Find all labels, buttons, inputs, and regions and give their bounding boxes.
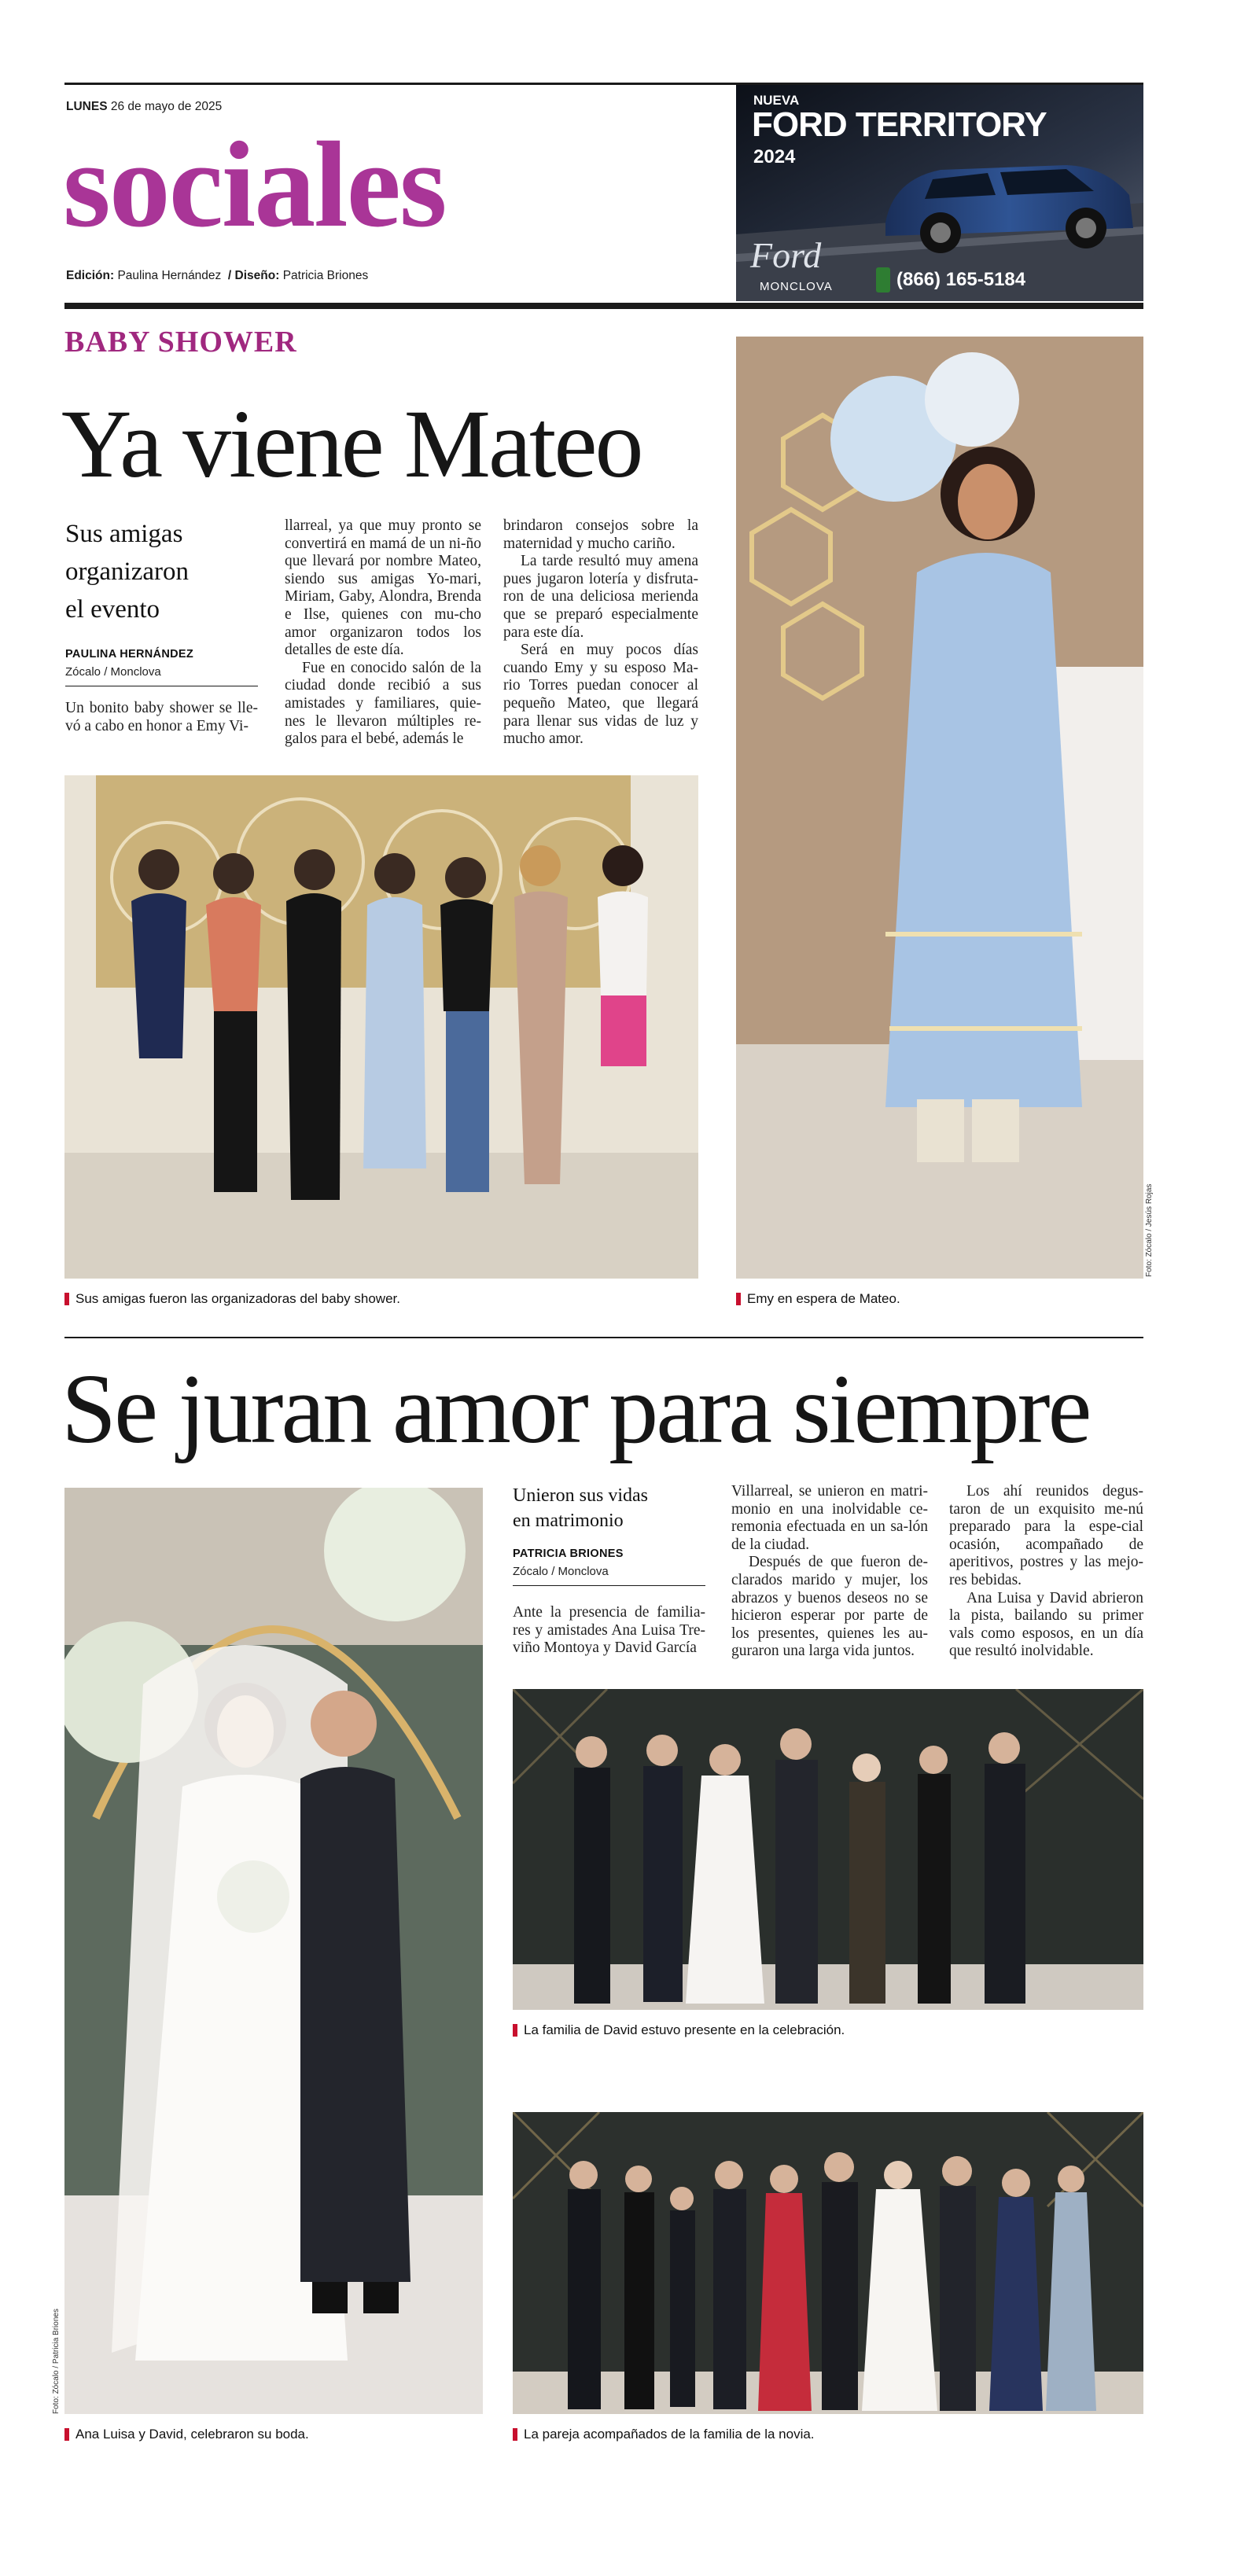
deck-line: Sus amigas: [65, 520, 183, 548]
story2-author-place: Zócalo / Monclova: [513, 1565, 609, 1578]
story1-headline: Ya viene Mateo: [61, 390, 642, 498]
photo-friends-group: [64, 775, 698, 1279]
caption-family-david: [513, 2022, 845, 2038]
caption-family-bride: [513, 2427, 815, 2442]
photo-credit-1: Foto: Zócalo / Jesús Rojas: [1145, 1183, 1154, 1277]
edicion-name: Paulina Hernández: [117, 269, 222, 282]
caption-group: [64, 1291, 400, 1307]
story2-headline: Se juran amor para siempre: [61, 1355, 1090, 1464]
photo-credit-2: Foto: Zócalo / Patricia Briones: [52, 2309, 61, 2414]
deck-line: organizaron: [65, 558, 189, 586]
photo-couple: [64, 1488, 483, 2414]
paragraph: Fue en conocido salón de la ciudad donde recibió a sus amistades y familiares, quie-nes le llevaron múltiples re-galos para el bebé, además le: [285, 659, 481, 748]
caption-marker: [64, 1293, 69, 1305]
deck-line: el evento: [65, 595, 160, 624]
diseno-label: / Diseño:: [227, 269, 280, 282]
story1-author-place: Zócalo / Monclova: [65, 665, 161, 679]
dateline-day: LUNES: [66, 100, 108, 113]
story1-author: PAULINA HERNÁNDEZ: [65, 648, 193, 661]
paragraph: Después de que fueron de-clarados marido y mujer, los abrazos y buenos deseos no se hicieron esperar por parte de los presentes, quienes les au-guraron una larga vida juntos.: [731, 1554, 928, 1660]
paragraph: Un bonito baby shower se lle-vó a cabo en honor a Emy Vi-: [65, 700, 258, 734]
story1-kicker: BABY SHOWER: [64, 326, 297, 359]
paragraph: brindaron consejos sobre la maternidad y mucho cariño.: [503, 517, 698, 552]
story2-column-3: [949, 1483, 1143, 1661]
story1-column-2: [285, 517, 481, 749]
ad-year: 2024: [753, 146, 796, 167]
caption-text: Ana Luisa y David, celebraron su boda.: [75, 2427, 309, 2442]
caption-couple: [64, 2427, 309, 2442]
diseno-name: Patricia Briones: [282, 269, 369, 282]
dateline-date: 26 de mayo de 2025: [110, 100, 223, 113]
byline-rule: [513, 1585, 705, 1586]
header-bottom-rule: [64, 303, 1143, 309]
paragraph: Ante la presencia de familia-res y amistades Ana Luisa Tre-viño Montoya y David García: [513, 1604, 705, 1657]
paragraph: llarreal, ya que muy pronto se convertirá en mamá de un ni-ño que llevará por nombre Mateo, siendo sus amigas Yo-mari, Miriam, Gaby, Alondra, Brenda e Ilse, quienes con mu-cho amor organizaron todos los detalles de este día.: [285, 517, 481, 659]
story2-deck: [513, 1483, 648, 1533]
ford-logo: Ford: [750, 235, 822, 275]
whatsapp-icon: [876, 267, 890, 293]
caption-text: La familia de David estuvo presente en la celebración.: [524, 2022, 845, 2037]
paragraph: La tarde resultó muy amena pues jugaron lotería y disfruta-ron de una deliciosa merienda que se preparó especialmente para este día.: [503, 553, 698, 641]
caption-emy: [736, 1291, 900, 1307]
story2-column-2: [731, 1483, 928, 1661]
paragraph: Ana Luisa y David abrieron la pista, bailando su primer vals como esposos, en un día que resultó inolvidable.: [949, 1589, 1143, 1660]
caption-marker: [736, 1293, 741, 1305]
ad-nueva: NUEVA: [753, 93, 800, 108]
paragraph: Villarreal, se unieron en matri-monio en una inolvidable ce-remonia efectuada en un sa-lón de la ciudad.: [731, 1483, 928, 1553]
deck-line: en matrimonio: [513, 1511, 624, 1531]
story-divider: [64, 1337, 1143, 1338]
caption-text: Sus amigas fueron las organizadoras del baby shower.: [75, 1291, 400, 1306]
caption-marker: [513, 2428, 517, 2441]
paragraph: Los ahí reunidos degus-taron de un exquisito me-nú preparado para la espe-cial ocasión, acompañado de aperitivos, postres y las mejo-res bebidas.: [949, 1483, 1143, 1588]
story2-author: PATRICIA BRIONES: [513, 1547, 624, 1560]
photo-emy: [736, 337, 1143, 1279]
story1-deck: [65, 515, 189, 628]
ad-city: MONCLOVA: [760, 280, 833, 293]
caption-text: Emy en espera de Mateo.: [747, 1291, 900, 1306]
section-title: sociales: [63, 116, 446, 252]
story1-column-1: [65, 700, 258, 735]
deck-line: Unieron sus vidas: [513, 1485, 648, 1506]
caption-marker: [64, 2428, 69, 2441]
credits-line: [66, 269, 368, 283]
ford-territory-ad[interactable]: [736, 85, 1143, 301]
story1-column-3: [503, 517, 698, 749]
edicion-label: Edición:: [66, 269, 115, 282]
ad-phone[interactable]: (866) 165-5184: [896, 269, 1026, 290]
caption-marker: [513, 2024, 517, 2037]
caption-text: La pareja acompañados de la familia de la novia.: [524, 2427, 815, 2442]
story2-column-1: [513, 1604, 705, 1658]
paragraph: Será en muy pocos días cuando Emy y su esposo Ma-rio Torres puedan conocer al pequeño Mateo, que llegará para llenar sus vidas de luz y mucho amor.: [503, 642, 698, 748]
photo-family-bride: [513, 2112, 1143, 2414]
ad-model: FORD TERRITORY: [752, 105, 1047, 144]
photo-family-david: [513, 1689, 1143, 2010]
